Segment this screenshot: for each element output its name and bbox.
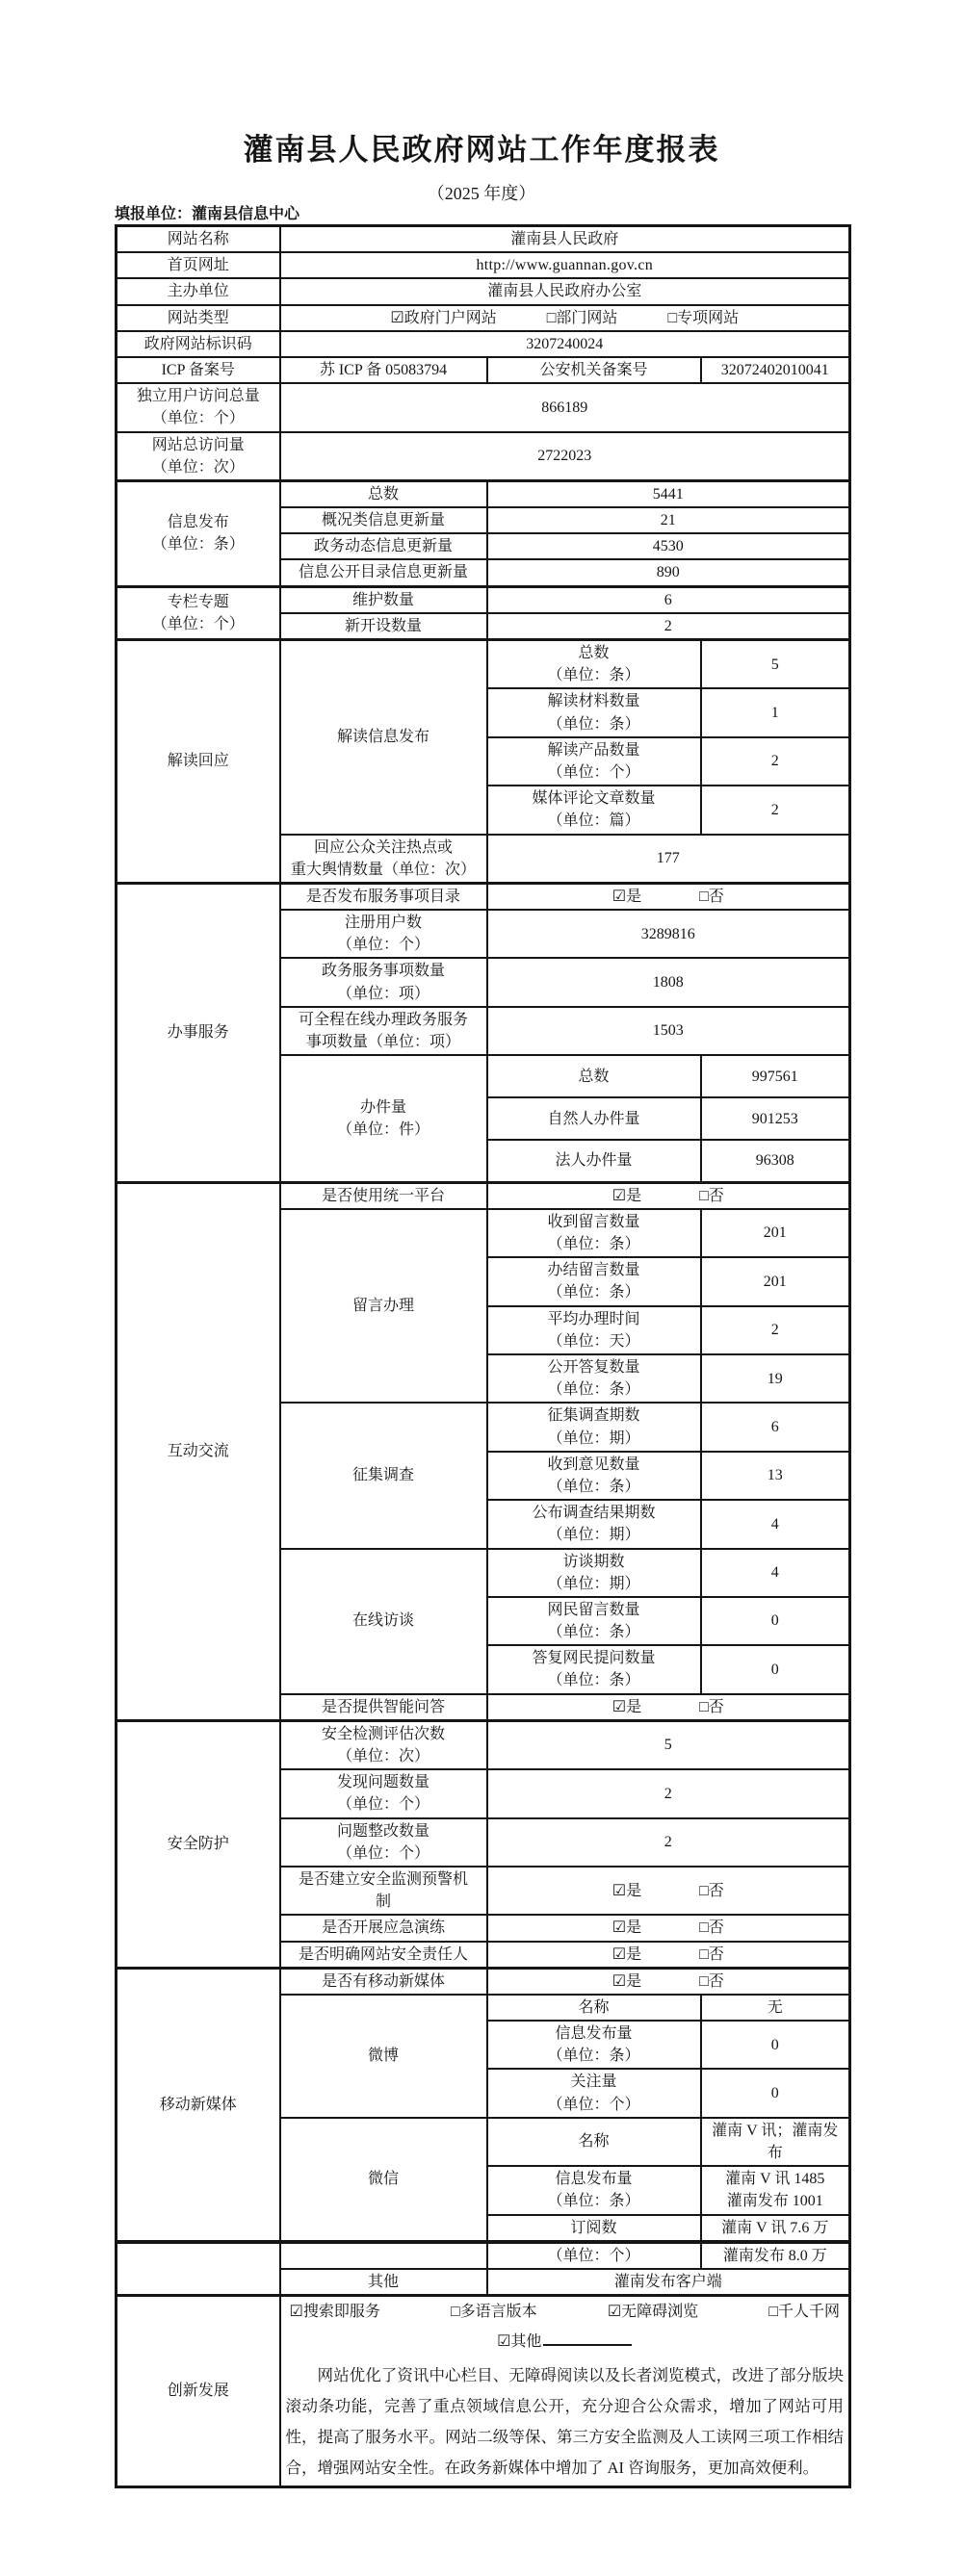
interpretation-group-label: 解读信息发布: [280, 640, 487, 835]
interview-group-label: 在线访谈: [280, 1549, 487, 1694]
unified-platform-label: 是否使用统一平台: [280, 1182, 487, 1209]
table-row: [117, 383, 850, 431]
blank-underline: [543, 2329, 632, 2346]
wechat-subs-value: 灌南 V 讯 7.6 万: [701, 2215, 850, 2242]
message-row-label: 平均办理时间 （单位：天）: [487, 1306, 701, 1354]
weibo-fans-label: 关注量 （单位：个）: [487, 2069, 701, 2117]
weibo-fans-value: 0: [701, 2069, 850, 2117]
interp-row-value: 2: [701, 737, 850, 786]
service-row-label: 注册用户数 （单位：个）: [280, 910, 487, 958]
service-row-value: 3289816: [487, 910, 850, 958]
unchecked-option: □千人千网: [768, 2304, 840, 2321]
security-check-value: [487, 1867, 850, 1915]
table-row: [117, 1182, 850, 1209]
case-volume-row-value: 997561: [701, 1055, 850, 1097]
case-volume-group-label: 办件量 （单位：件）: [280, 1055, 487, 1182]
checked-option: ☑搜索即服务: [289, 2304, 380, 2321]
message-row-value: 201: [701, 1209, 850, 1257]
interview-row-label: 答复网民提问数量 （单位：条）: [487, 1645, 701, 1693]
message-row-label: 收到留言数量 （单位：条）: [487, 1209, 701, 1257]
innovation-options: [286, 2298, 845, 2327]
unified-platform-value: [487, 1182, 850, 1209]
weibo-name-label: 名称: [487, 1995, 701, 2021]
icp-value: 苏 ICP 备 05083794: [280, 357, 487, 383]
weibo-group-label: 微博: [280, 1995, 487, 2118]
organizer-label: 主办单位: [117, 278, 280, 304]
new-media-section-label: 移动新媒体: [117, 1968, 280, 2242]
innovation-content: [280, 2296, 850, 2486]
interp-row-label: 解读产品数量 （单位：个）: [487, 737, 701, 786]
special-row-label: 新开设数量: [280, 613, 487, 640]
table-row: [117, 278, 850, 304]
table-row: [117, 586, 850, 613]
homepage-url-value: http://www.guannan.gov.cn: [280, 252, 850, 278]
no-unchecked-icon: □否: [699, 888, 724, 905]
info-row-value: 4530: [487, 533, 850, 559]
total-visits-label: 网站总访问量 （单位：次）: [117, 432, 280, 481]
table-row: [117, 226, 850, 253]
organizer-value: 灌南县人民政府办公室: [280, 278, 850, 304]
checked-option: ☑政府门户网站: [390, 309, 497, 326]
message-row-label: 公开答复数量 （单位：条）: [487, 1354, 701, 1403]
no-unchecked-icon: □否: [699, 1882, 724, 1899]
interview-row-label: 网民留言数量 （单位：条）: [487, 1597, 701, 1645]
special-row-value: 6: [487, 586, 850, 613]
other-media-value: 灌南发布客户端: [487, 2269, 850, 2296]
unchecked-option: □部门网站: [546, 309, 618, 326]
police-record-label: 公安机关备案号: [487, 357, 701, 383]
security-check-label: 是否开展应急演练: [280, 1915, 487, 1941]
table-row: [117, 432, 850, 481]
message-row-value: 201: [701, 1257, 850, 1305]
interp-row-value: 5: [701, 640, 850, 689]
wechat-pub-label: 信息发布量 （单位：条）: [487, 2166, 701, 2214]
homepage-url-label: 首页网址: [117, 252, 280, 278]
icp-label: ICP 备案号: [117, 357, 280, 383]
police-record-value: 32072402010041: [701, 357, 850, 383]
info-row-label: 政务动态信息更新量: [280, 533, 487, 559]
table-row: [117, 883, 850, 910]
no-unchecked-icon: □否: [699, 1187, 724, 1204]
wechat-group-label: 微信: [280, 2118, 487, 2242]
yes-checked-icon: ☑是: [612, 1972, 642, 1990]
security-section-label: 安全防护: [117, 1720, 280, 1968]
service-row-value: 1503: [487, 1007, 850, 1055]
survey-group-label: 征集调查: [280, 1403, 487, 1548]
interp-row-label: 解读材料数量 （单位：条）: [487, 688, 701, 736]
case-volume-row-label: 总数: [487, 1055, 701, 1097]
message-row-label: 办结留言数量 （单位：条）: [487, 1257, 701, 1305]
checked-option: ☑其他: [497, 2332, 542, 2350]
service-row-label: 政务服务事项数量 （单位：项）: [280, 958, 487, 1006]
page-title: 灌南县人民政府网站工作年度报表: [243, 133, 720, 167]
table-row: [117, 1968, 850, 1995]
smart-qa-value: [487, 1694, 850, 1721]
table-row: [117, 357, 850, 383]
survey-row-label: 公布调查结果期数 （单位：期）: [487, 1500, 701, 1548]
info-release-section-label: 信息发布 （单位：条）: [117, 480, 280, 586]
unchecked-option: □多语言版本: [451, 2304, 537, 2321]
innovation-description: 网站优化了资讯中心栏目、无障碍阅读以及长者浏览模式，改进了部分版块滚动条功能，完善了重点领域信息公开，充分迎合公众需求，增加了网站可用性，提高了服务水平。网站二级等保、第三方安全监测及人工读网三项工作相结合，增强网站安全性。在政务新媒体中增加了 AI 咨询服务，更加高效便利。: [285, 2365, 845, 2478]
info-row-value: 5441: [487, 480, 850, 507]
interaction-section-label: 互动交流: [117, 1182, 280, 1720]
yes-checked-icon: ☑是: [612, 1187, 642, 1204]
website-name-value: 灌南县人民政府: [280, 226, 850, 253]
weibo-pub-value: 0: [701, 2021, 850, 2069]
security-row-label: 问题整改数量 （单位：个）: [280, 1818, 487, 1867]
survey-row-value: 13: [701, 1452, 850, 1500]
smart-qa-label: 是否提供智能问答: [280, 1694, 487, 1721]
weibo-pub-label: 信息发布量 （单位：条）: [487, 2021, 701, 2069]
survey-row-value: 4: [701, 1500, 850, 1548]
info-row-value: 21: [487, 507, 850, 533]
interview-row-value: 0: [701, 1597, 850, 1645]
yes-checked-icon: ☑是: [612, 1945, 642, 1963]
service-row-value: 1808: [487, 958, 850, 1006]
site-type-label: 网站类型: [117, 305, 280, 331]
wechat-name-value: 灌南 V 讯；灌南发布: [701, 2118, 850, 2166]
wechat-subs-unit-label: （单位：个）: [487, 2242, 701, 2269]
page-subtitle: （2025 年度）: [427, 184, 536, 203]
security-row-value: 2: [487, 1818, 850, 1867]
interview-row-value: 4: [701, 1549, 850, 1597]
table-row: [117, 2242, 850, 2269]
table-row: [117, 252, 850, 278]
services-section-label: 办事服务: [117, 883, 280, 1182]
wechat-pub-value: 灌南 V 讯 1485 灌南发布 1001: [701, 2166, 850, 2214]
info-row-value: 890: [487, 559, 850, 586]
service-directory-value: [487, 883, 850, 910]
site-type-options: [280, 305, 850, 331]
survey-row-label: 征集调查期数 （单位：期）: [487, 1403, 701, 1451]
wechat-subs-value2: 灌南发布 8.0 万: [701, 2242, 850, 2269]
survey-row-value: 6: [701, 1403, 850, 1451]
new-media-section-continuation: [117, 2242, 280, 2296]
innovation-section-label: 创新发展: [117, 2296, 280, 2486]
survey-row-label: 收到意见数量 （单位：条）: [487, 1452, 701, 1500]
interp-row-value: 2: [701, 786, 850, 834]
security-check-label: 是否明确网站安全责任人: [280, 1942, 487, 1969]
interview-row-value: 0: [701, 1645, 850, 1693]
unique-visitors-label: 独立用户访问总量 （单位：个）: [117, 383, 280, 431]
wechat-subs-label: 订阅数: [487, 2215, 701, 2242]
message-handling-group-label: 留言办理: [280, 1209, 487, 1404]
interp-row-label: 媒体评论文章数量 （单位：篇）: [487, 786, 701, 834]
info-row-label: 信息公开目录信息更新量: [280, 559, 487, 586]
security-row-value: 5: [487, 1720, 850, 1769]
wechat-name-label: 名称: [487, 2118, 701, 2166]
yes-checked-icon: ☑是: [612, 1698, 642, 1715]
site-code-value: 3207240024: [280, 331, 850, 357]
special-columns-section-label: 专栏专题 （单位：个）: [117, 586, 280, 639]
case-volume-row-label: 自然人办件量: [487, 1097, 701, 1140]
security-row-value: 2: [487, 1769, 850, 1817]
table-row: [117, 480, 850, 507]
yes-checked-icon: ☑是: [612, 888, 642, 905]
annual-report-table: [115, 224, 851, 2488]
site-code-label: 政府网站标识码: [117, 331, 280, 357]
no-unchecked-icon: □否: [699, 1698, 724, 1715]
case-volume-row-value: 96308: [701, 1140, 850, 1182]
no-unchecked-icon: □否: [699, 1972, 724, 1990]
service-row-label: 可全程在线办理政务服务 事项数量（单位：项）: [280, 1007, 487, 1055]
info-row-label: 总数: [280, 480, 487, 507]
table-row: [117, 305, 850, 331]
special-row-value: 2: [487, 613, 850, 640]
interview-row-label: 访谈期数 （单位：期）: [487, 1549, 701, 1597]
reporter-unit: 填报单位：灌南县信息中心: [115, 206, 300, 222]
has-new-media-value: [487, 1968, 850, 1995]
no-unchecked-icon: □否: [699, 1945, 724, 1963]
security-row-label: 安全检测评估次数 （单位：次）: [280, 1720, 487, 1769]
yes-checked-icon: ☑是: [612, 1882, 642, 1899]
innovation-other-option: [286, 2328, 845, 2357]
wechat-group-continuation: [280, 2242, 487, 2269]
unchecked-option: □专项网站: [667, 309, 740, 326]
case-volume-row-value: 901253: [701, 1097, 850, 1140]
interp-row-label: 总数 （单位：条）: [487, 640, 701, 689]
yes-checked-icon: ☑是: [612, 1919, 642, 1937]
total-visits-value: 2722023: [280, 432, 850, 481]
security-row-label: 发现问题数量 （单位：个）: [280, 1769, 487, 1817]
message-row-value: 19: [701, 1354, 850, 1403]
public-response-value: 177: [487, 835, 850, 884]
public-response-label: 回应公众关注热点或 重大舆情数量（单位：次）: [280, 835, 487, 884]
no-unchecked-icon: □否: [699, 1919, 724, 1937]
has-new-media-label: 是否有移动新媒体: [280, 1968, 487, 1995]
table-row: [117, 2296, 850, 2486]
interp-row-value: 1: [701, 688, 850, 736]
weibo-name-value: 无: [701, 1995, 850, 2021]
info-row-label: 概况类信息更新量: [280, 507, 487, 533]
checked-option: ☑无障碍浏览: [607, 2304, 699, 2321]
case-volume-row-label: 法人办件量: [487, 1140, 701, 1182]
special-row-label: 维护数量: [280, 586, 487, 613]
security-check-label: 是否建立安全监测预警机制: [280, 1867, 487, 1915]
table-row: [117, 640, 850, 689]
message-row-value: 2: [701, 1306, 850, 1354]
interpretation-section-label: 解读回应: [117, 640, 280, 884]
table-row: [117, 331, 850, 357]
table-row: [117, 1720, 850, 1769]
website-name-label: 网站名称: [117, 226, 280, 253]
security-check-value: [487, 1915, 850, 1941]
unique-visitors-value: 866189: [280, 383, 850, 431]
security-check-value: [487, 1942, 850, 1969]
other-media-label: 其他: [280, 2269, 487, 2296]
service-directory-label: 是否发布服务事项目录: [280, 883, 487, 910]
report-table-wrap: [115, 224, 848, 2488]
